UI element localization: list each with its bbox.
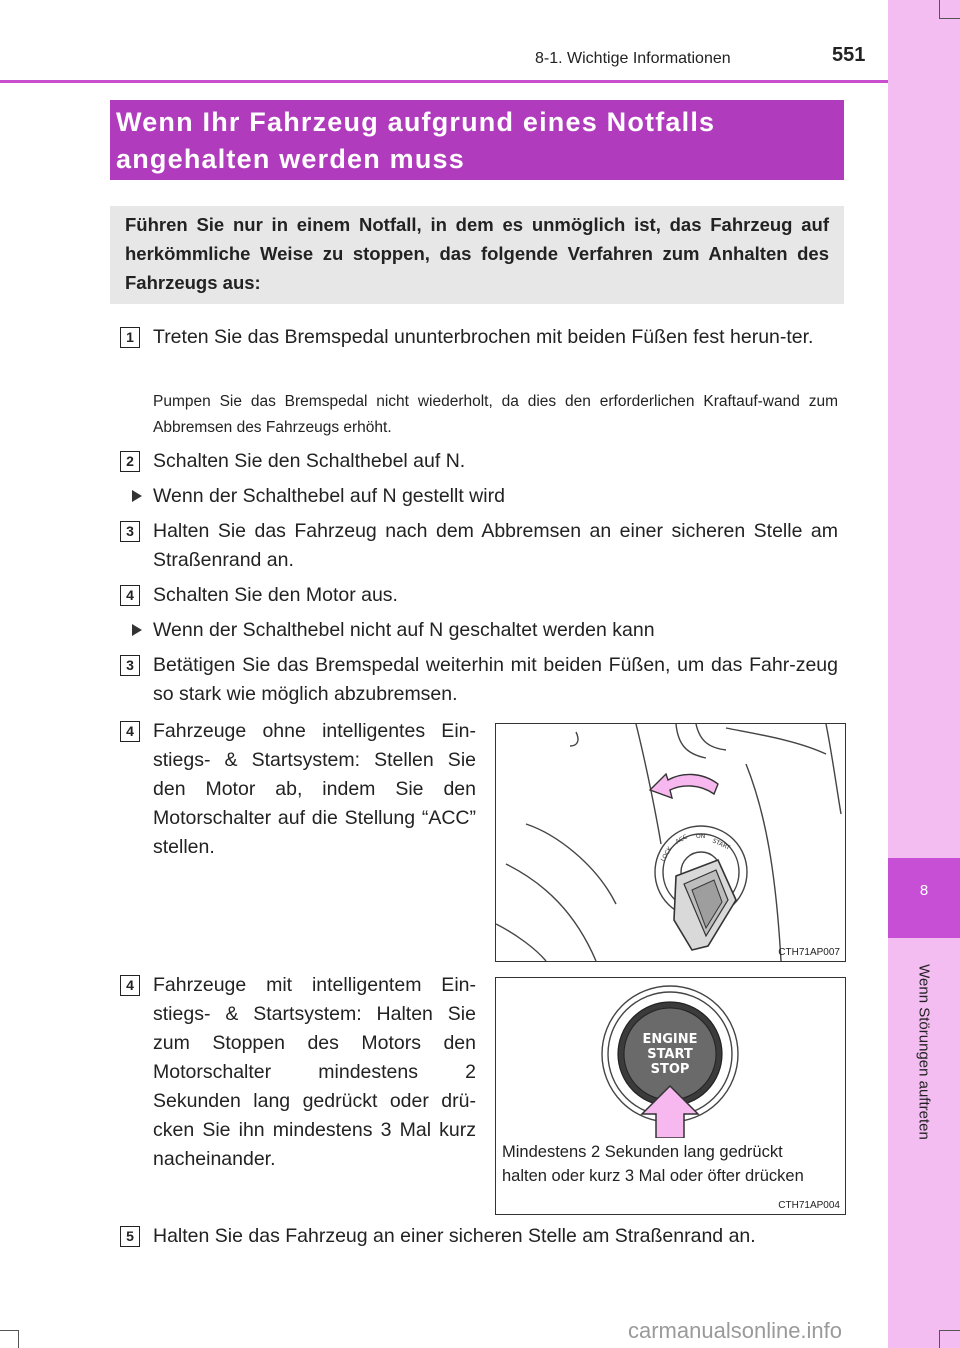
step-text: Halten Sie das Fahrzeug an einer sicheren Stelle am Straßenrand an. — [153, 1225, 756, 1247]
switch-label-on: ON — [696, 833, 706, 840]
condition-label: Wenn der Schalthebel nicht auf N geschaltet werden kann — [153, 619, 655, 641]
button-line-engine: ENGINE — [642, 1032, 698, 1047]
step-text: Treten Sie das Bremspedal ununterbrochen mit beiden Füßen fest herun-ter. — [153, 326, 814, 348]
start-button-figure — [495, 977, 846, 1215]
button-line-start: START — [647, 1047, 693, 1062]
triangle-marker-icon — [132, 624, 142, 636]
page-title: Wenn Ihr Fahrzeug aufgrund eines Notfalls angehalten werden muss — [116, 107, 716, 174]
figure-code: CTH71AP007 — [778, 947, 840, 958]
crop-mark — [939, 18, 960, 19]
switch-label-acc: ACC — [674, 833, 689, 846]
page-number: 551 — [832, 44, 866, 66]
triangle-marker-icon — [132, 490, 142, 502]
step-text: Betätigen Sie das Bremspedal weiterhin mit beiden Füßen, um das Fahr-zeug so stark wie möglich abzubremsen. — [153, 654, 838, 705]
crop-mark — [18, 1330, 19, 1348]
switch-label-lock: LOCK — [659, 845, 674, 863]
figure-caption-line: halten oder kurz 3 Mal oder öfter drücken — [502, 1167, 804, 1185]
intro-text: Führen Sie nur in einem Notfall, in dem es unmöglich ist, das Fahrzeug auf herkömmliche Weise zu stoppen, das folgende Verfahren zum Anhalten des Fahrzeugs aus: — [125, 214, 829, 293]
crop-mark — [0, 1330, 18, 1331]
figure-caption — [502, 1140, 842, 1188]
section-title: 8-1. Wichtige Informationen — [535, 50, 731, 67]
step-text: Fahrzeuge mit intelligentem Ein-stiegs- & Startsystem: Halten Sie zum Stoppen des Motors den Motorschalter mindestens 2 Sekunden lang gedrückt oder drü-cken Sie ihn mindestens 3 Mal kurz nacheinander. — [153, 974, 476, 1170]
watermark: carmanualsonline.info — [628, 1318, 843, 1343]
chapter-number: 8 — [919, 882, 929, 899]
key-icon — [674, 860, 736, 950]
step-text: Fahrzeuge ohne intelligentes Ein-stiegs- & Startsystem: Stellen Sie den Motor ab, indem Sie den Motorschalter auf die Stellung “ACC” stellen. — [153, 720, 476, 858]
step-number: 5 — [120, 1226, 140, 1247]
key-switch-illustration — [496, 724, 845, 961]
step-text: Schalten Sie den Schalthebel auf N. — [153, 450, 466, 472]
step-number: 3 — [120, 655, 140, 676]
figure-caption-line: Mindestens 2 Sekunden lang gedrückt — [502, 1143, 783, 1161]
step-number: 3 — [120, 521, 140, 542]
step-note: Pumpen Sie das Bremspedal nicht wiederholt, da dies den erforderlichen Kraftauf-wand zum Abbremsen des Fahrzeugs erhöht. — [153, 393, 838, 436]
rotate-arrow-icon — [650, 774, 718, 798]
chapter-label: Wenn Störungen auftreten — [915, 964, 933, 1140]
step-number: 1 — [120, 327, 140, 348]
condition-label: Wenn der Schalthebel auf N gestellt wird — [153, 485, 505, 507]
crop-mark — [939, 1330, 940, 1348]
switch-label-start: START — [711, 837, 731, 852]
step-number: 4 — [120, 585, 140, 606]
button-line-stop: STOP — [650, 1062, 690, 1077]
crop-mark — [939, 0, 940, 18]
step-number: 2 — [120, 451, 140, 472]
crop-mark — [939, 1330, 960, 1331]
step-number: 4 — [120, 721, 140, 742]
chapter-sidebar — [888, 0, 960, 1348]
header-rule — [0, 80, 888, 83]
step-number: 4 — [120, 975, 140, 996]
start-button-illustration — [496, 978, 845, 1138]
figure-code: CTH71AP004 — [778, 1200, 840, 1211]
step-text: Halten Sie das Fahrzeug nach dem Abbremsen an einer sicheren Stelle am Straßenrand an. — [153, 520, 838, 571]
key-switch-figure — [495, 723, 846, 962]
step-text: Schalten Sie den Motor aus. — [153, 584, 398, 606]
